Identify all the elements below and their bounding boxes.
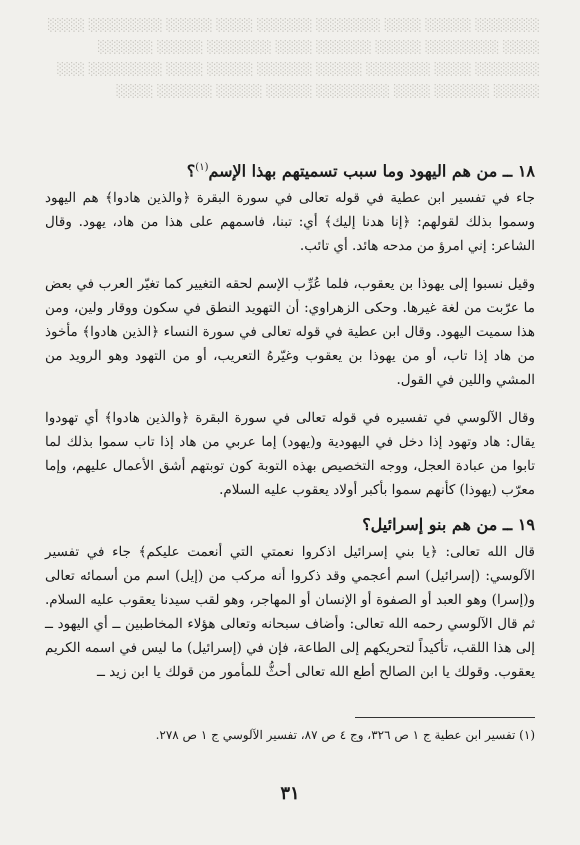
footnote-marker: (١): [195, 162, 209, 173]
section-18-title: ١٨ ــ من هم اليهود وما سبب تسميتهم بهذا الإسم: [208, 161, 535, 181]
section-19-heading: ١٩ ــ من هم بنو إسرائيل؟: [362, 515, 535, 535]
question-mark: ؟: [186, 161, 196, 181]
section-18-paragraph-2: وقيل نسبوا إلى يهوذا بن يعقوب، فلما عُرِّب الإسم لحقه التغيير كما تغيّر العرب في بعض ما عرّبت من لغة غيرها. وحكى الزهراوي: أن التهويد النطق في سكون ووقار ولين، ومن هذا سميت اليهود. وقال ابن عطية في قوله تعالى في سورة النساء ﴿الذين هادوا﴾ مأخوذ من هاد إذا تاب، أو من يهوذا بن يعقوب وغيّرهُ التعريب، أو من التهود وهو الرويد من المشي واللين في القول.: [45, 276, 535, 389]
section-19-paragraph-1: قال الله تعالى: ﴿يا بني إسرائيل اذكروا نعمتي التي أنعمت عليكم﴾ جاء في تفسير الآلوسي: (إسرائيل) اسم أعجمي وقد ذكروا أنه مركب من (إيل) اسم من أسمائه تعالى و(إسرا) وهو العبد أو الصفوة أو الإنسان أو المهاجر، وهو لقب سيدنا يعقوب عليه السلام. ثم قال الآلوسي رحمه الله تعالى: وأضاف سبحانه وتعالى هؤلاء المخاطبين ــ أي اليهود ــ إلى هذا اللقب، تأكيداً لتحريكهم إلى الطاعة، فإن في (إسرائيل) ما ليس في اسمه الكريم يعقوب. وقولك يا ابن الصالح أطع الله تعالى أحثُّ للمأمور من قولك يا ابن زيد ــ: [45, 544, 535, 681]
footnote-divider: [355, 717, 535, 718]
footnote: (١) تفسير ابن عطية ج ١ ص ٣٢٦، وج ٤ ص ٨٧، تفسير الآلوسي ج ١ ص ٢٧٨.: [155, 728, 535, 742]
section-18-paragraph-3: وقال الآلوسي في تفسيره في قوله تعالى في سورة البقرة ﴿والذين هادوا﴾ أي تهودوا يقال: هاد وتهود إذا دخل في اليهودية و(يهود) إما عربي من هاد إذا تاب سموا بذلك لما تابوا من عبادة العجل، ووجه التخصيص بهذه التوبة كون توبتهم أشق الأعمال عليهم، وإما معرّب (يهوذا) كأنهم سموا بأكبر أولاد يعقوب عليه السلام.: [45, 410, 535, 499]
page-body: [45, 155, 535, 694]
page-number: ٣١: [280, 783, 300, 804]
bleed-through-text: ░░░░░░░ ░░░░░ ░░░░ ░░░░░░░ ░░░░░░ ░░░░ ░░░░░ ░░░░░░░░ ░░░░ ░░░░ ░░░░░░░░ ░░░░░ ░░░░░░ ░░░░ ░░░░░░░ ░░░░░ ░░░░░░ ░░░░░░░ ░░░░ ░░░░░░░ ░░░░░ ░░░░░░ ░░░░░ ░░░░ ░░░░░░░░ ░░░ ░░░░░ ░░░░░░ ░░░░ ░░░░░░░░ ░░░░░ ░░░░░ ░░░░░░ ░░░░: [48, 18, 540, 98]
section-18-heading: [45, 155, 535, 184]
section-18-paragraph-1: جاء في تفسير ابن عطية في قوله تعالى في سورة البقرة ﴿والذين هادوا﴾ هم اليهود وسموا بذلك لقولهم: ﴿إنا هدنا إليك﴾ أي: تبنا، فاسمهم على هذا من هاد، يهود. وقال الشاعر: إني امرؤ من مدحه هائد. أي تائب.: [45, 190, 535, 255]
